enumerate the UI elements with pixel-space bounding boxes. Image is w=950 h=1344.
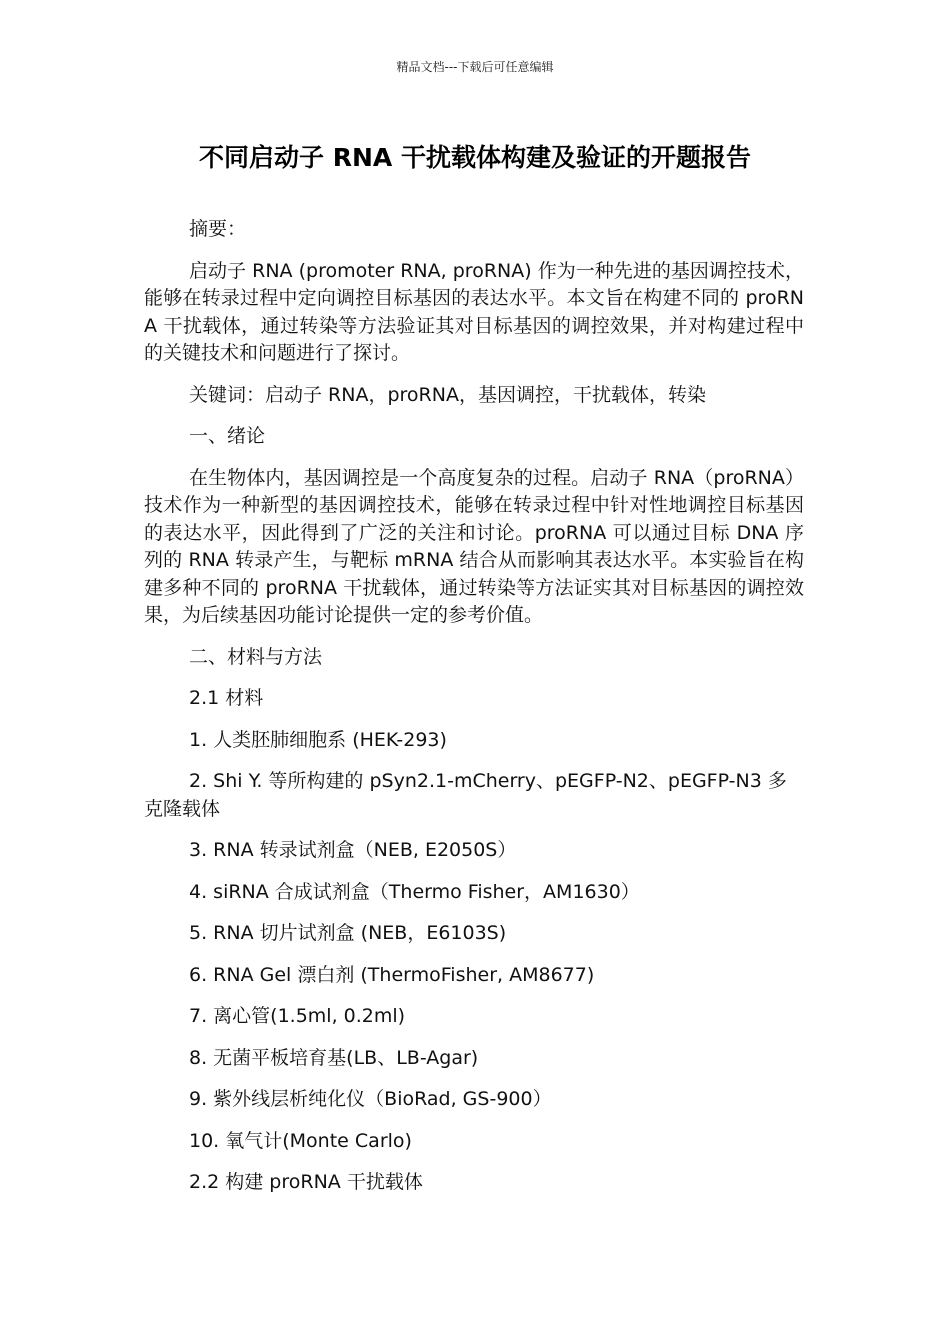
abstract-heading: 摘要：: [189, 218, 247, 240]
material-list-item: 2. Shi Y. 等所构建的 pSyn2.1-mCherry、pEGFP-N2、pEGFP-N3 多克隆载体: [144, 770, 787, 820]
material-list-item: 6. RNA Gel 漂白剂 (ThermoFisher, AM8677): [189, 963, 595, 986]
material-list-item: 4. siRNA 合成试剂盒（Thermo Fisher，AM1630）: [189, 880, 640, 903]
subsection-heading-materials: 2.1 材料: [189, 687, 264, 709]
introduction-paragraph: 在生物体内，基因调控是一个高度复杂的过程。启动子 RNA（proRNA）技术作为一种新型的基因调控技术，能够在转录过程中针对性地调控目标基因的表达水平，因此得到了广泛的关注和讨论。proRNA 可以通过目标 DNA 序列的 RNA 转录产生，与靶标 mRNA 结合从而影响其表达水平。本实验旨在构建多种不同的 proRNA 干扰载体，通过转染等方法证实其对目标基因的调控效果，为后续基因功能讨论提供一定的参考价值。: [144, 466, 804, 626]
document-body: [144, 216, 804, 1211]
material-list-item: 10. 氧气计(Monte Carlo): [189, 1129, 412, 1152]
section-heading-introduction: 一、绪论: [189, 425, 266, 447]
material-list-item: 8. 无菌平板培育基(LB、LB-Agar): [189, 1046, 479, 1069]
document-title: 不同启动子 RNA 干扰载体构建及验证的开题报告: [199, 143, 751, 172]
abstract-paragraph: 启动子 RNA (promoter RNA, proRNA) 作为一种先进的基因调控技术，能够在转录过程中定向调控目标基因的表达水平。本文旨在构建不同的 proRNA 干扰载体，通过转染等方法验证其对目标基因的调控效果，并对构建过程中的关键技术和问题进行了探讨。: [144, 259, 804, 364]
material-list-item: 7. 离心管(1.5ml, 0.2ml): [189, 1005, 406, 1027]
material-list-item: 1. 人类胚肺细胞系 (HEK-293): [189, 728, 447, 751]
material-list-item: 3. RNA 转录试剂盒（NEB, E2050S）: [189, 839, 517, 861]
subsection-heading-construction: 2.2 构建 proRNA 干扰载体: [189, 1171, 423, 1193]
material-list-item: 9. 紫外线层析纯化仪（BioRad, GS-900）: [189, 1088, 552, 1110]
section-heading-materials-methods: 二、材料与方法: [189, 645, 323, 668]
page-header: 精品文档---下载后可任意编辑: [396, 60, 554, 74]
material-list-item: 5. RNA 切片试剂盒 (NEB，E6103S): [189, 922, 507, 944]
keywords-line: 关键词：启动子 RNA，proRNA，基因调控，干扰载体，转染: [189, 383, 706, 406]
